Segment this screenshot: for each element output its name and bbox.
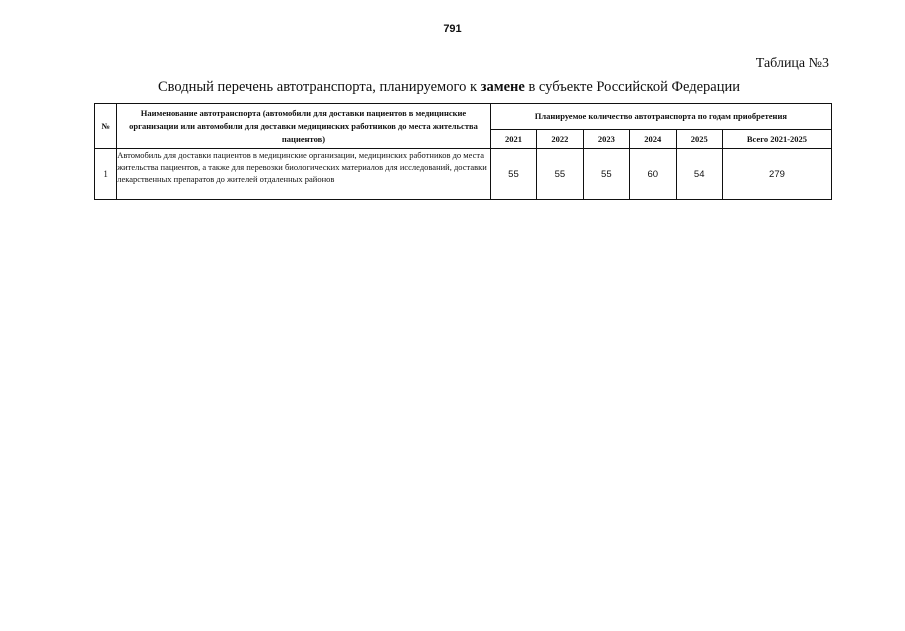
header-year-2024: 2024 [630,129,676,148]
row-number: 1 [95,149,117,200]
header-year-2022: 2022 [537,129,583,148]
row-value-2025: 54 [676,149,722,200]
row-value-2021: 55 [490,149,536,200]
vehicle-summary-table [94,103,832,200]
row-value-2023: 55 [583,149,629,200]
table-label: Таблица №3 [755,56,829,71]
table-row [95,149,832,200]
row-value-total: 279 [722,149,831,200]
row-vehicle-name: Автомобиль для доставки пациентов в медицинские организации, медицинских работников до места жительства пациентов, а также для перевозки биологических материалов для исследований, доставки лекарственных препаратов до жителей отдаленных районов [117,149,491,200]
row-value-2022: 55 [537,149,583,200]
document-title [158,79,740,96]
header-year-2025: 2025 [676,129,722,148]
title-part-2: в субъекте Российской Федерации [524,79,740,95]
header-row-1 [95,104,832,130]
header-year-2023: 2023 [583,129,629,148]
row-value-2024: 60 [630,149,676,200]
header-total: Всего 2021-2025 [722,129,831,148]
header-year-2021: 2021 [490,129,536,148]
header-number: № [95,104,117,149]
title-bold-word: замене [480,79,525,95]
page-number: 791 [443,23,462,35]
header-vehicle-name: Наименование автотранспорта (автомобили для доставки пациентов в медицинские организации или автомобили для доставки медицинских работников до места жительства пациентов) [117,104,491,149]
title-part-1: Сводный перечень автотранспорта, планируемого к [158,79,481,95]
header-planned-quantity: Планируемое количество автотранспорта по годам приобретения [490,104,831,130]
